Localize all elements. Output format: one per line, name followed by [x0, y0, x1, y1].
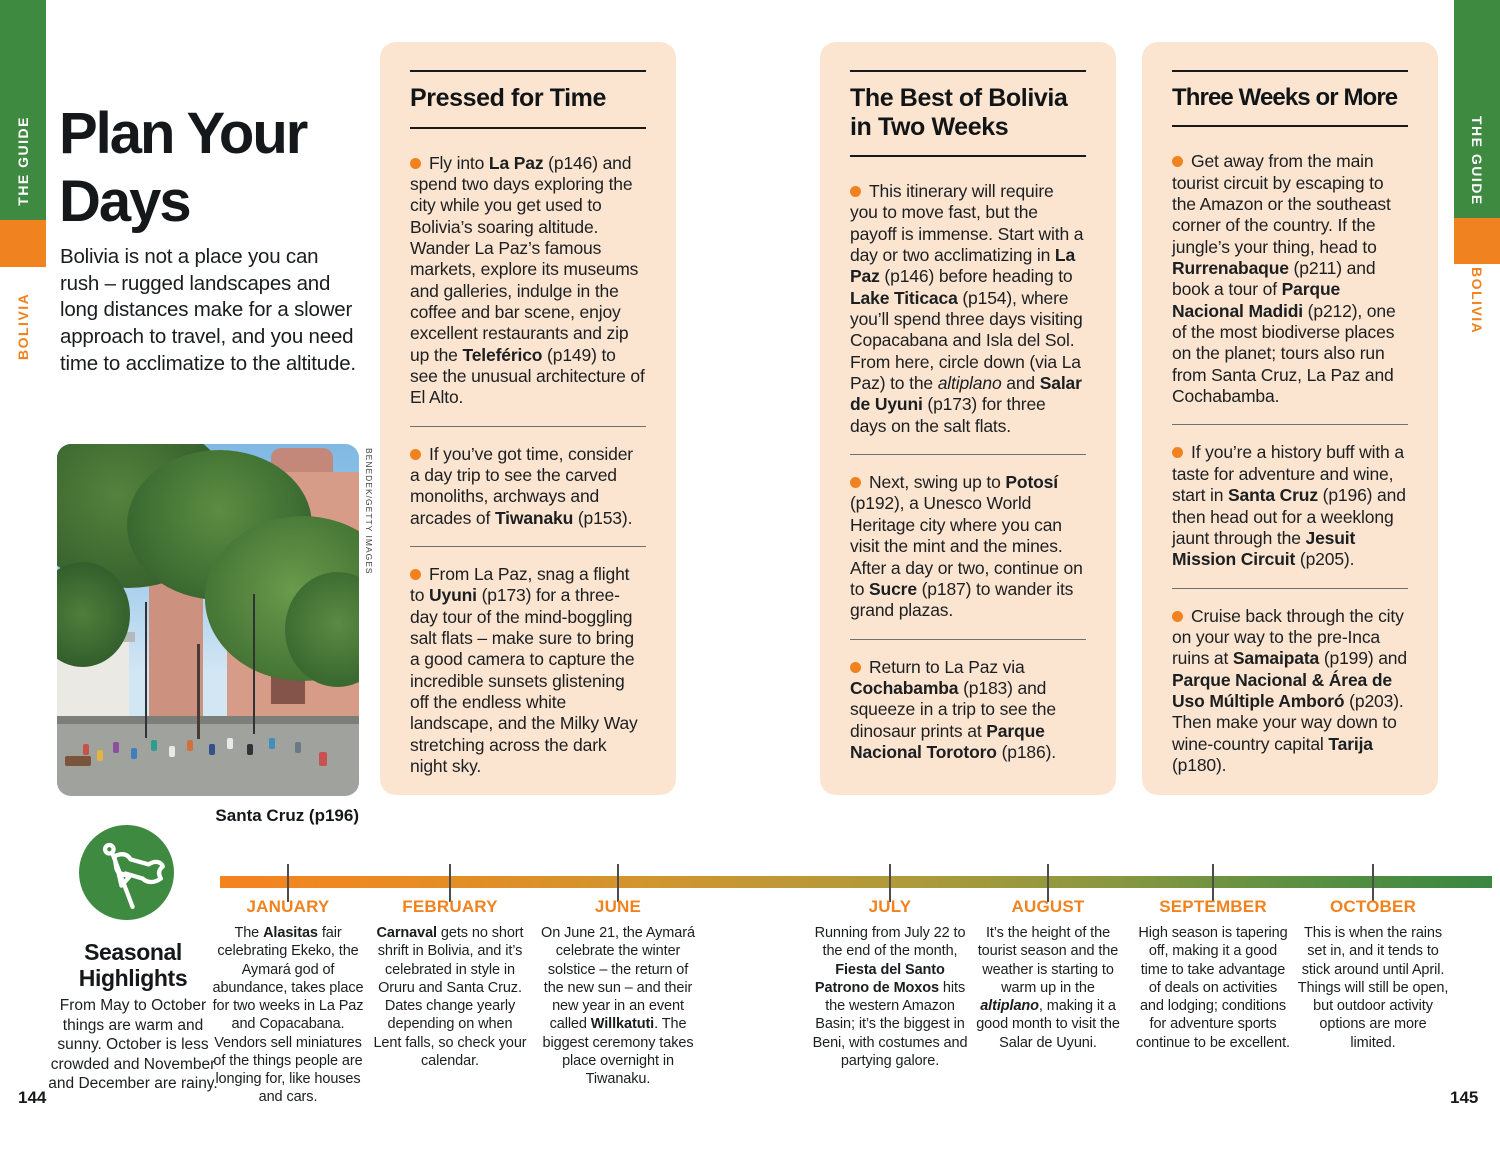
left-country-label-wrap: [0, 270, 46, 360]
photo-caption: Santa Cruz (p196): [215, 806, 359, 825]
bullet-icon: [410, 569, 421, 580]
photo-credit: BENEDEK/GETTY IMAGES: [364, 448, 374, 575]
item-separator: [410, 546, 646, 547]
item-separator: [850, 639, 1086, 640]
month-text: Carnaval gets no short shrift in Bolivia, and it’s celebrated in style in Oruru and Santa Cruz. Dates change yearly depending on when Lent falls, so check your calendar.: [373, 925, 527, 1069]
month-july: [812, 897, 968, 1070]
month-label: FEBRUARY: [402, 897, 498, 916]
item-separator: [410, 426, 646, 427]
photo-person: [227, 738, 233, 749]
photo-person: [187, 740, 193, 751]
month-june: [540, 897, 696, 1088]
page-title: Plan Your Days: [59, 101, 307, 234]
photo-bench: [65, 756, 91, 766]
card-item-text: This itinerary will require you to move fast, but the payoff is immense. Start with a day or two acclimatizing in La Paz (p146) before heading to Lake Titicaca (p154), where you’ll spend three days visiting Copacabana and Isla del Sol. From here, circle down (via La Paz) to the altiplano and Salar de Uyuni (p173) for three days on the salt flats.: [850, 181, 1084, 436]
card-item-text: Get away from the main tourist circuit by escaping to the Amazon or the southeast corner of the country. If the jungle’s your thing, head to Rurrenabaque (p211) and book a tour of Parque Nacional Madidi (p212), one of the most biodiverse places on the planet; tours also run from Santa Cruz, La Paz and Cochabamba.: [1172, 151, 1396, 407]
month-label: OCTOBER: [1329, 897, 1417, 916]
right-guide-tab: [1454, 0, 1500, 218]
card-item: [410, 153, 646, 409]
photo-person: [319, 752, 327, 766]
timeline-bar: [220, 876, 1492, 888]
month-february: [372, 897, 528, 1070]
card-title-rule: [410, 127, 646, 129]
card-item-text: If you’re a history buff with a taste for adventure and wine, start in Santa Cruz (p196) and then head out for a weeklong jaunt through the Jesuit Mission Circuit (p205).: [1172, 442, 1406, 570]
photo-person: [83, 744, 89, 755]
photo-person: [247, 744, 253, 755]
photo-person: [131, 748, 137, 759]
month-text: It’s the height of the tourist season and the weather is starting to warm up in the altiplano, making it a good month to visit the Salar de Uyuni.: [976, 925, 1120, 1051]
card-item-text: Cruise back through the city on your way to the pre-Inca ruins at Samaipata (p199) and Parque Nacional & Área de Uso Múltiple Amboró (p203). Then make your way down to wine-country capital Tarija (p180).: [1172, 605, 1407, 775]
month-august: [970, 897, 1126, 1052]
photo-person: [151, 740, 157, 751]
photo-person: [295, 742, 301, 753]
left-country-label: BOLIVIA: [15, 292, 31, 360]
card-title: Pressed for Time: [410, 84, 607, 112]
bullet-icon: [410, 158, 421, 169]
item-separator: [850, 454, 1086, 455]
month-label: SEPTEMBER: [1159, 897, 1267, 916]
card-pressed-for-time: [380, 42, 676, 795]
card-item-text: If you’ve got time, consider a day trip to see the carved monoliths, archways and arcades of Tiwanaku (p153).: [410, 443, 633, 528]
card-title-rule: [850, 155, 1086, 157]
month-label: AUGUST: [1011, 897, 1085, 916]
seasonal-intro: From May to October things are warm and sunny. October is less crowded and November and December are rainy.: [48, 997, 218, 1093]
card-item-text: Fly into La Paz (p146) and spend two days exploring the city while you get used to Bolivia’s soaring altitude. Wander La Paz’s famous markets, explore its museums and galleries, indulge in the coffee and bar scene, enjoy excellent restaurants and zip up the Teleférico (p149) to see the unusual architecture of El Alto.: [410, 152, 645, 408]
card-item-text: From La Paz, snag a flight to Uyuni (p173) for a three-day tour of the mind-boggling salt flats – make sure to bring a good camera to capture the incredible sunsets glistening off the endless white landscape, and the Milky Way stretching across the dark night sky.: [410, 564, 638, 777]
month-october: [1295, 897, 1451, 1052]
photo-person: [113, 742, 119, 753]
right-country-tab: [1454, 218, 1500, 264]
card-item: [410, 564, 646, 777]
photo-lamp-post: [145, 602, 147, 738]
page-number-right: 145: [1450, 1088, 1479, 1107]
bullet-icon: [1172, 447, 1183, 458]
flag-icon: [78, 824, 175, 921]
card-title: The Best of Bolivia in Two Weeks: [850, 84, 1068, 141]
bullet-icon: [410, 449, 421, 460]
card-title: Three Weeks or More: [1172, 84, 1398, 111]
month-text: The Alasitas fair celebrating Ekeko, the Aymará god of abundance, takes place for two weeks in La Paz and Copacabana. Vendors sell miniatures of the things people are longing for, like houses and cars.: [212, 925, 364, 1106]
seasonal-title: Seasonal Highlights: [78, 939, 188, 991]
right-guide-tab-label: THE GUIDE: [1469, 116, 1485, 206]
bullet-icon: [1172, 156, 1183, 167]
page-number-left: 144: [18, 1088, 47, 1107]
card-item: [1172, 606, 1408, 777]
item-separator: [1172, 424, 1408, 425]
month-text: This is when the rains set in, and it tends to stick around until April. Things will still be open, but outdoor activity options are more limited.: [1297, 925, 1449, 1051]
month-text: Running from July 22 to the end of the month, Fiesta del Santo Patrono de Moxos hits the western Amazon Basin; it’s the biggest in Beni, with costumes and partying galore.: [812, 925, 968, 1069]
photo-lamp-post: [253, 594, 255, 734]
card-three-weeks-or-more: [1142, 42, 1438, 795]
card-item: [850, 472, 1086, 621]
card-item-text: Return to La Paz via Cochabamba (p183) and squeeze in a trip to see the dinosaur prints at Parque Nacional Torotoro (p186).: [850, 656, 1056, 762]
card-item-text: Next, swing up to Potosí (p192), a Unesco World Heritage city where you can visit the mint and the mines. After a day or two, continue on to Sucre (p187) to wander its grand plazas.: [850, 472, 1083, 621]
bullet-icon: [850, 477, 861, 488]
month-january: [210, 897, 366, 1107]
bullet-icon: [850, 662, 861, 673]
item-separator: [1172, 588, 1408, 589]
left-country-tab: [0, 220, 46, 267]
card-item: [850, 657, 1086, 764]
photo-person: [269, 738, 275, 749]
photo-person: [209, 744, 215, 755]
photo-person: [169, 746, 175, 757]
card-item: [1172, 151, 1408, 407]
bullet-icon: [1172, 611, 1183, 622]
month-label: JUNE: [594, 897, 642, 916]
bullet-icon: [850, 186, 861, 197]
seasonal-badge: [78, 824, 175, 921]
photo-person: [97, 750, 103, 761]
right-country-label-wrap: [1454, 267, 1500, 362]
card-item: [1172, 442, 1408, 570]
month-label: JULY: [868, 897, 912, 916]
photo-tree-trunk: [197, 644, 200, 739]
left-guide-tab: [0, 0, 46, 220]
month-september: [1135, 897, 1291, 1052]
right-country-label: BOLIVIA: [1469, 267, 1485, 335]
month-label: JANUARY: [246, 897, 330, 916]
card-title-rule: [1172, 125, 1408, 127]
card-item: [850, 181, 1086, 437]
photo-plaza-band: [57, 716, 359, 724]
page-intro: Bolivia is not a place you can rush – rugged landscapes and long distances make for a slower approach to travel, and you need time to acclimatize to the altitude.: [60, 245, 356, 375]
santa-cruz-photo: [57, 444, 359, 796]
card-best-of-bolivia: [820, 42, 1116, 795]
card-item: [410, 444, 646, 529]
month-text: High season is tapering off, making it a good time to take advantage of deals on activities and lodging; conditions for adventure sports continue to be excellent.: [1136, 925, 1290, 1051]
left-guide-tab-label: THE GUIDE: [15, 116, 31, 206]
month-text: On June 21, the Aymará celebrate the winter solstice – the return of the new sun – and their new year in an event called Willkatuti. The biggest ceremony takes place overnight in Tiwanaku.: [541, 925, 695, 1088]
